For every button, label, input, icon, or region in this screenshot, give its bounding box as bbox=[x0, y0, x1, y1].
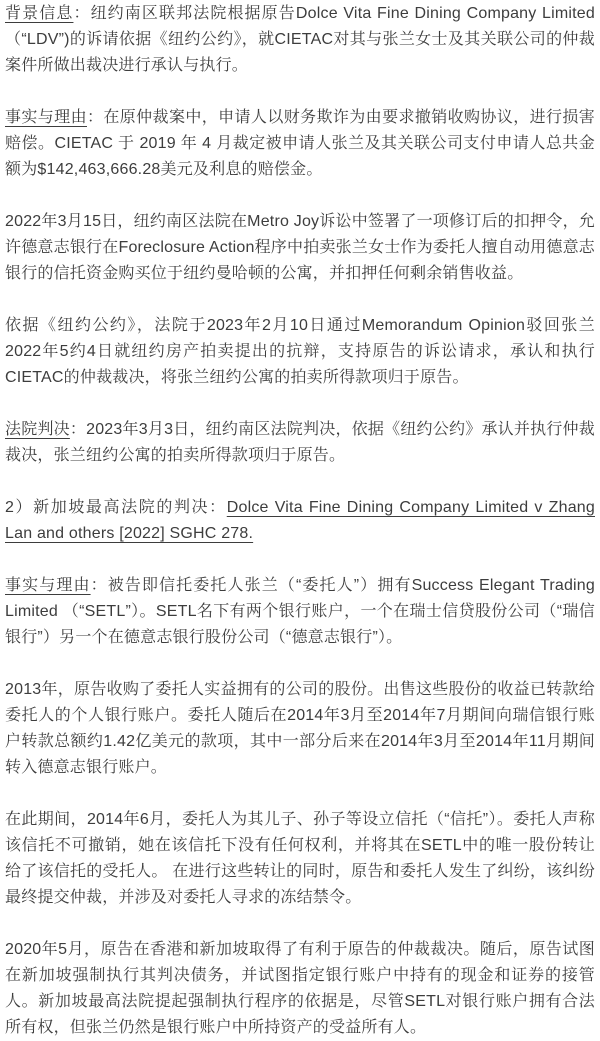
underlined-text: 事实与理由 bbox=[5, 109, 87, 126]
paragraph-background-info bbox=[5, 1, 595, 79]
text-segment: 2020年5月，原告在香港和新加坡取得了有利于原告的仲裁裁决。随后，原告试图在新加坡强制执行其判决债务，并试图指定银行账户中持有的现金和证券的接管人。新加坡最高法院提起强制执行程序的依据是，尽管SETL对银行账户拥有合法所有权，但张兰仍然是银行账户中所持资产的受益所有人。 bbox=[5, 941, 595, 1036]
text-segment: 2）新加坡最高法院的判决： bbox=[5, 499, 227, 516]
underlined-text: 事实与理由 bbox=[5, 577, 91, 594]
text-segment: ：纽约南区联邦法院根据原告Dolce Vita Fine Dining Company Limited （“LDV”)的诉请依据《纽约公约》，就CIETAC对其与张兰女士及其关联公司的仲裁案件所做出裁决进行承认与执行。 bbox=[5, 5, 595, 74]
paragraph-facts-reasons-arbitration bbox=[5, 105, 595, 183]
underlined-text: Dolce Vita Fine Dining Company Limited v Zhang Lan and others [2022] SGHC 278. bbox=[5, 499, 595, 542]
text-segment: ：2023年3月3日，纽约南区法院判决，依据《纽约公约》承认并执行仲裁裁决，张兰纽约公寓的拍卖所得款项归于原告。 bbox=[5, 421, 595, 464]
paragraph-2013-share-sale bbox=[5, 677, 595, 781]
paragraph-2020-enforcement bbox=[5, 937, 595, 1041]
paragraph-attachment-order bbox=[5, 209, 595, 287]
text-segment: 2013年，原告收购了委托人实益拥有的公司的股份。出售这些股份的收益已转款给委托人的个人银行账户。委托人随后在2014年3月至2014年7月期间向瑞信银行账户转款总额约1.42亿美元的款项，其中一部分后来在2014年3月至2014年11月期间转入德意志银行账户。 bbox=[5, 681, 595, 776]
paragraph-facts-reasons-trust bbox=[5, 573, 595, 651]
paragraph-trust-establishment bbox=[5, 807, 595, 911]
text-segment: 在此期间，2014年6月，委托人为其儿子、孙子等设立信托（“信托”）。委托人声称该信托不可撤销，她在该信托下没有任何权利，并将其在SETL中的唯一股份转让给了该信托的受托人。 在进行这些转让的同时，原告和委托人发生了纠纷，该纠纷最终提交仲裁，并涉及对委托人寻求的冻结禁令。 bbox=[5, 811, 595, 906]
text-segment: ：被告即信托委托人张兰（“委托人”）拥有Success Elegant Trading Limited （“SETL”）。SETL名下有两个银行账户，一个在瑞士信贷股份公司（“瑞信银行”）另一个在德意志银行股份公司（“德意志银行”）。 bbox=[5, 577, 595, 646]
text-segment: 2022年3月15日，纽约南区法院在Metro Joy诉讼中签署了一项修订后的扣押令，允许德意志银行在Foreclosure Action程序中拍卖张兰女士作为委托人擅自动用德意志银行的信托资金购买位于纽约曼哈顿的公寓，并扣押任何剩余销售收益。 bbox=[5, 213, 595, 282]
paragraph-singapore-judgment-heading bbox=[5, 495, 595, 547]
underlined-text: 法院判决 bbox=[5, 421, 70, 438]
paragraph-court-ruling-ny bbox=[5, 417, 595, 469]
paragraph-memorandum-opinion bbox=[5, 313, 595, 391]
text-segment: ：在原仲裁案中，申请人以财务欺诈为由要求撤销收购协议，进行损害赔偿。CIETAC 于 2019 年 4 月裁定被申请人张兰及其关联公司支付申请人总共金额为$142,463,666.28美元及利息的赔偿金。 bbox=[5, 109, 595, 178]
text-segment: 依据《纽约公约》，法院于2023年2月10日通过Memorandum Opinion驳回张兰2022年5约4日就纽约房产拍卖提出的抗辩，支持原告的诉讼请求，承认和执行CIETAC的仲裁裁决，将张兰纽约公寓的拍卖所得款项归于原告。 bbox=[5, 317, 595, 386]
underlined-text: 背景信息 bbox=[5, 5, 74, 22]
